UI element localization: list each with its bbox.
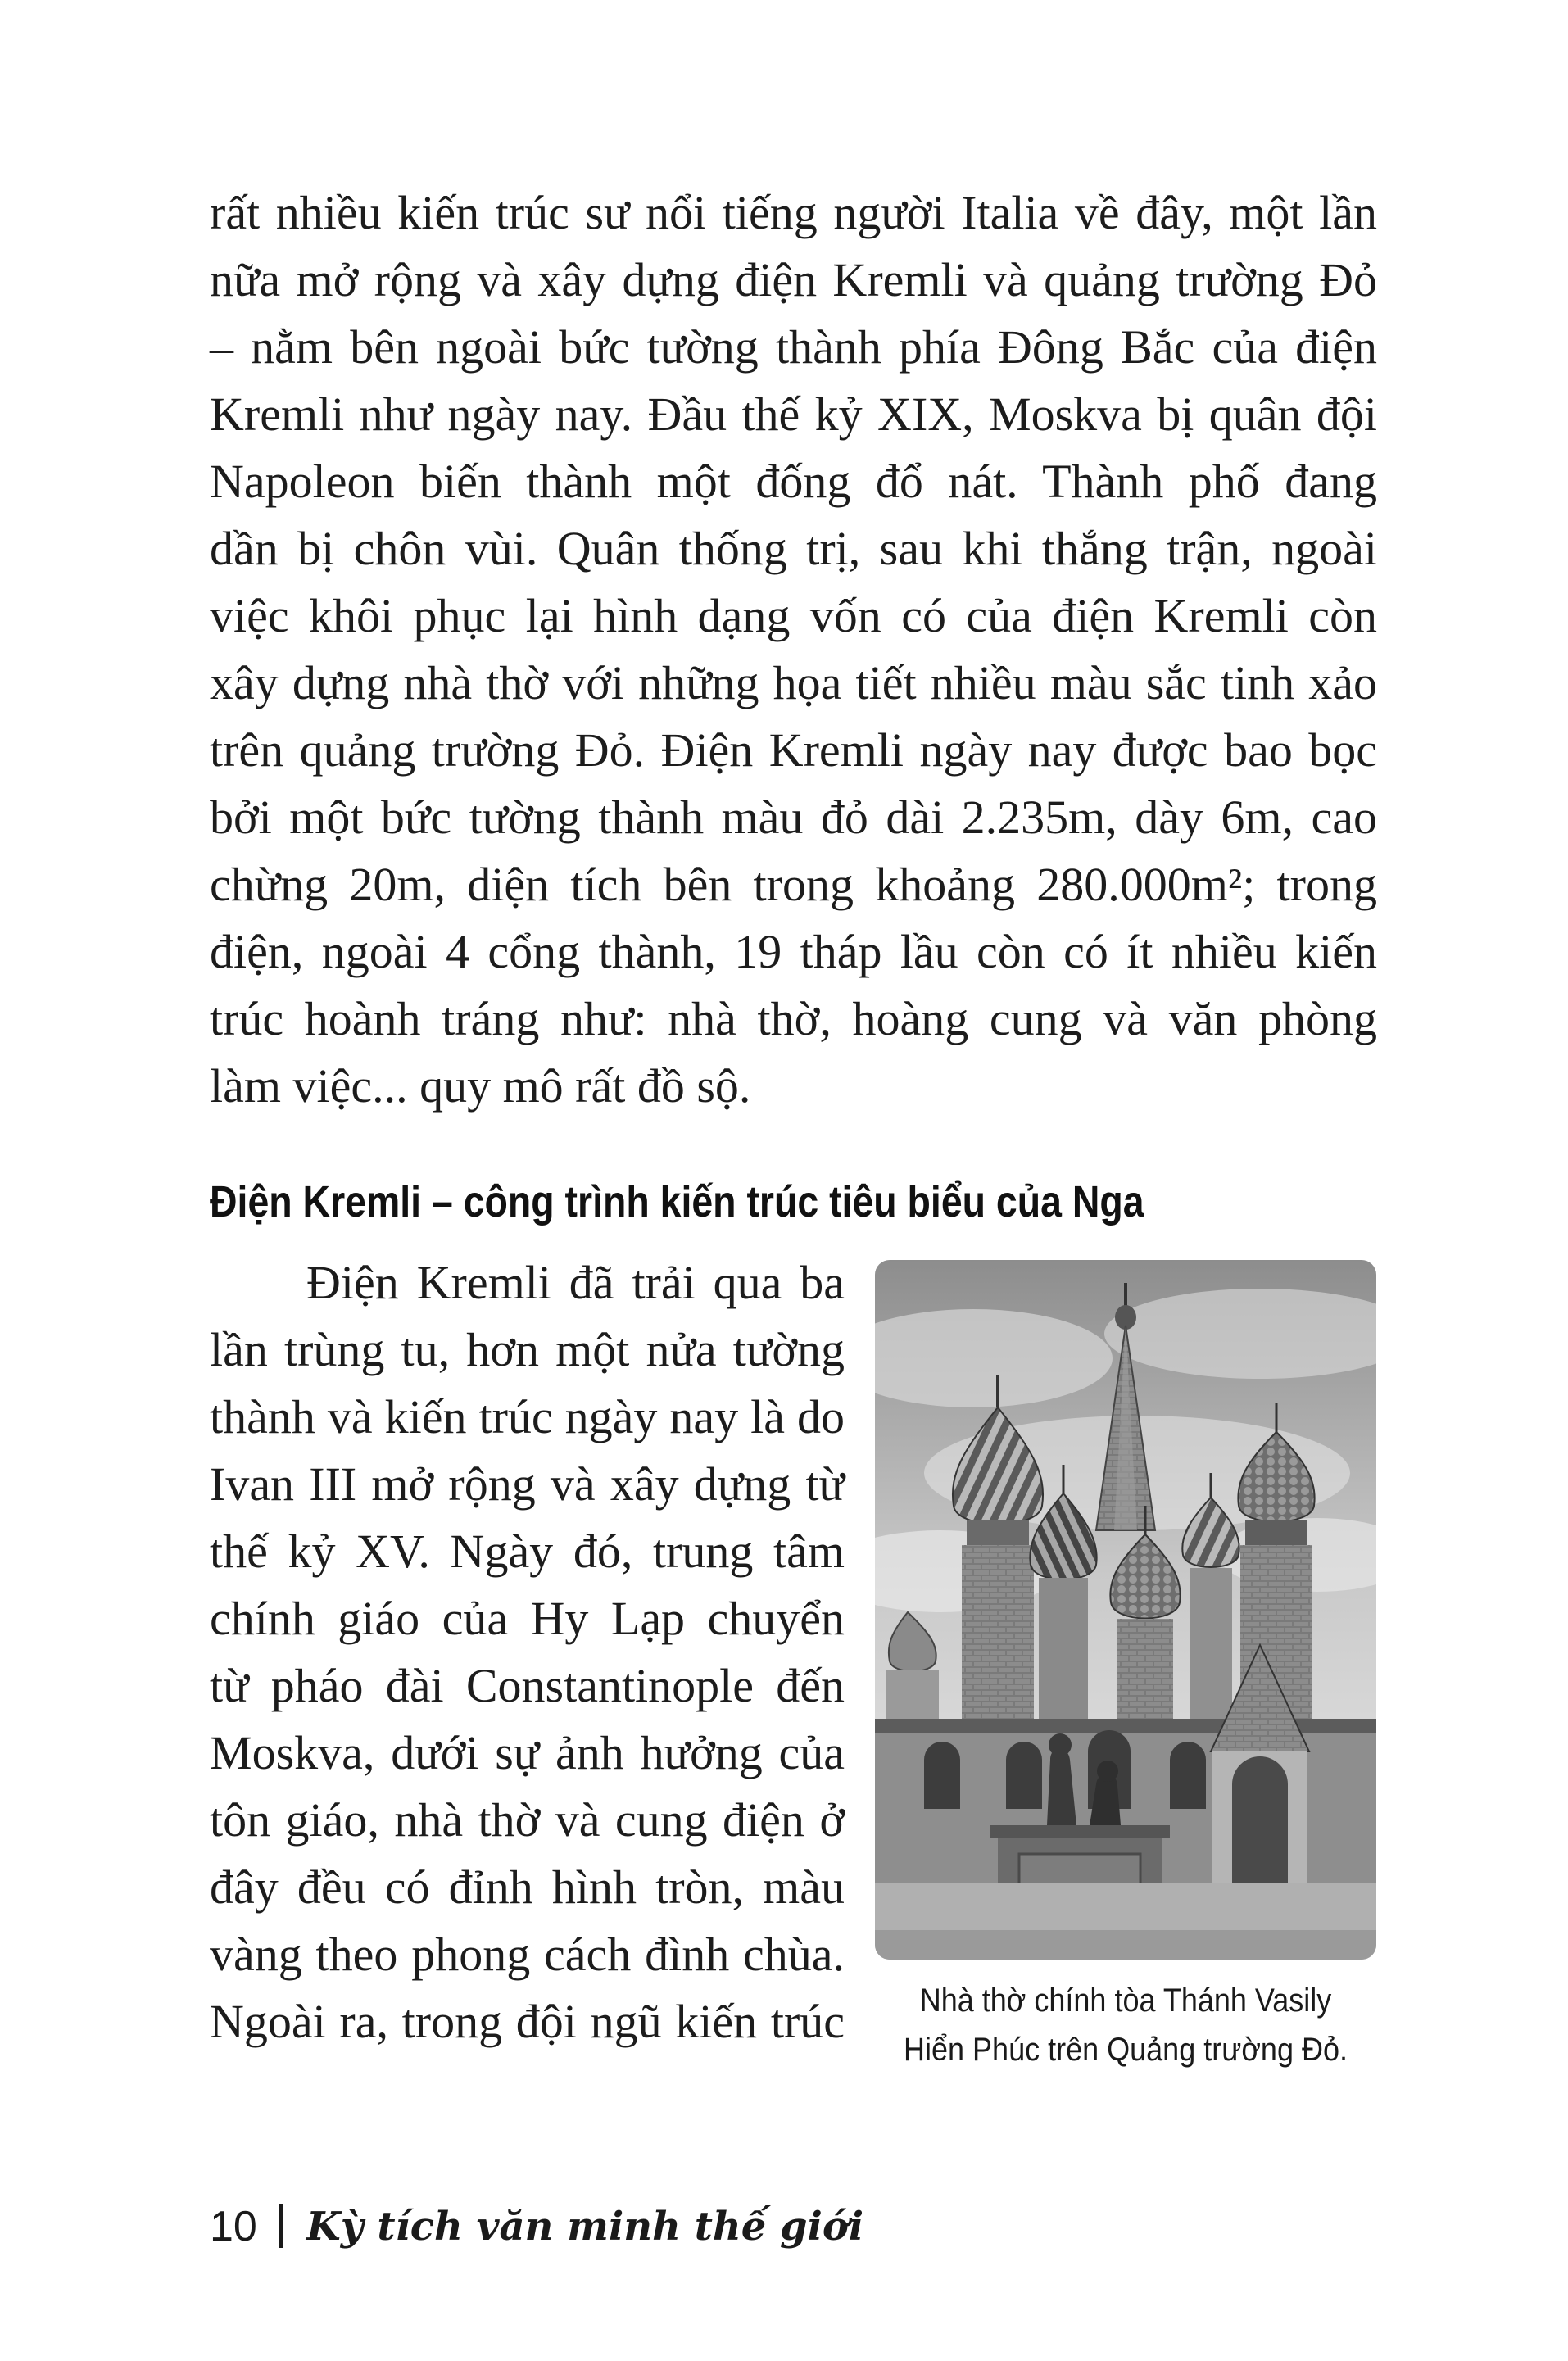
- body-line: rất nhiều kiến trúc sư nổi tiếng người Italia về đây, một lần: [210, 186, 1377, 239]
- figure-caption-line: Nhà thờ chính tòa Thánh Vasily: [919, 1983, 1332, 2019]
- page-number: 10: [210, 2203, 257, 2250]
- column-line: đây đều có đỉnh hình tròn, màu: [210, 1860, 845, 1914]
- body-line: chừng 20m, diện tích bên trong khoảng 280.000m²; trong: [210, 858, 1377, 911]
- body-line: – nằm bên ngoài bức tường thành phía Đông Bắc của điện: [210, 320, 1377, 374]
- column-line: từ pháo đài Constantinople đến: [210, 1659, 845, 1712]
- body-line: dần bị chôn vùi. Quân thống trị, sau khi thắng trận, ngoài: [210, 522, 1377, 575]
- body-line: việc khôi phục lại hình dạng vốn có của điện Kremli còn: [210, 589, 1377, 642]
- footer-divider: [279, 2204, 283, 2248]
- body-line: trên quảng trường Đỏ. Điện Kremli ngày nay được bao bọc: [210, 723, 1377, 777]
- column-line: lần trùng tu, hơn một nửa tường: [210, 1323, 845, 1376]
- column-line: vàng theo phong cách đình chùa.: [210, 1928, 845, 1981]
- column-line: chính giáo của Hy Lạp chuyển: [210, 1592, 845, 1645]
- figure-caption-line: Hiển Phúc trên Quảng trường Đỏ.: [904, 2032, 1348, 2068]
- section-heading: Điện Kremli – công trình kiến trúc tiêu biểu của Nga: [210, 1177, 1144, 1226]
- column-line: Ivan III mở rộng và xây dựng từ: [210, 1457, 845, 1511]
- body-line: nữa mở rộng và xây dựng điện Kremli và quảng trường Đỏ: [210, 253, 1377, 306]
- column-line: tôn giáo, nhà thờ và cung điện ở: [210, 1793, 845, 1847]
- column-line: Điện Kremli đã trải qua ba: [306, 1256, 845, 1309]
- cathedral-photo-icon: [875, 1260, 1376, 1960]
- body-line: Kremli như ngày nay. Đầu thế kỷ XIX, Moskva bị quân đội: [210, 387, 1377, 441]
- column-line: Ngoài ra, trong đội ngũ kiến trúc: [210, 1995, 845, 2048]
- body-line: Napoleon biến thành một đống đổ nát. Thành phố đang: [210, 455, 1377, 508]
- body-line: làm việc... quy mô rất đồ sộ.: [210, 1059, 751, 1113]
- column-line: thế kỷ XV. Ngày đó, trung tâm: [210, 1525, 845, 1578]
- body-line: bởi một bức tường thành màu đỏ dài 2.235m, dày 6m, cao: [210, 791, 1377, 844]
- column-line: thành và kiến trúc ngày nay là do: [210, 1390, 845, 1443]
- book-title: Kỳ tích văn minh thế giới: [306, 2204, 864, 2250]
- column-line: Moskva, dưới sự ảnh hưởng của: [210, 1726, 845, 1779]
- cathedral-photo: [875, 1260, 1376, 1960]
- body-line: điện, ngoài 4 cổng thành, 19 tháp lầu còn có ít nhiều kiến: [210, 925, 1377, 978]
- body-line: trúc hoành tráng như: nhà thờ, hoàng cung và văn phòng: [210, 992, 1377, 1045]
- body-line: xây dựng nhà thờ với những họa tiết nhiều màu sắc tinh xảo: [210, 656, 1377, 709]
